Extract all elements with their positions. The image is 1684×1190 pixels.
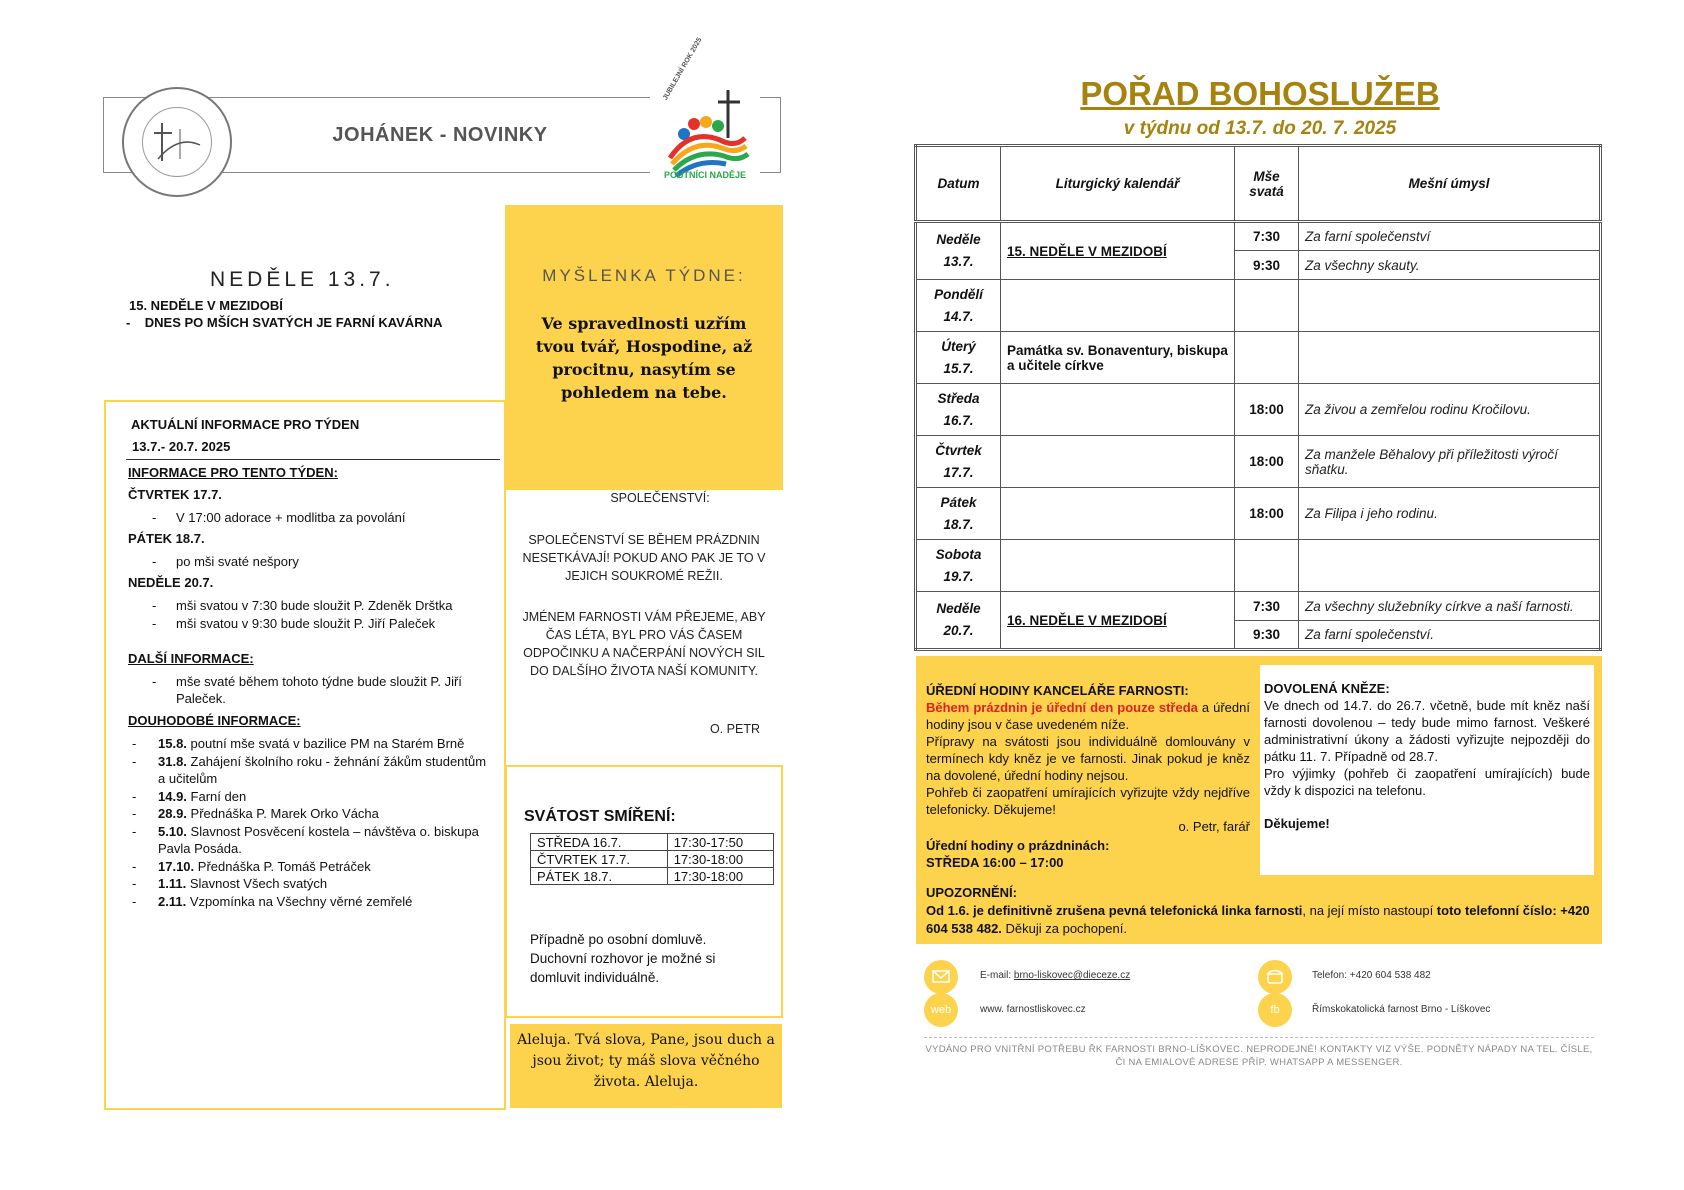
liturgy-text: 15. NEDĚLE V MEZIDOBÍ xyxy=(1007,243,1167,259)
day-name: Úterý xyxy=(941,338,976,354)
mass-time: 18:00 xyxy=(1235,488,1299,540)
community-heading: SPOLEČENSTVÍ: xyxy=(610,491,710,505)
day-name: Neděle xyxy=(936,601,981,616)
list-dash: - xyxy=(132,823,137,839)
mass-intention: Za manžele Běhalovy při příležitosti výročí sňatku. xyxy=(1299,436,1601,488)
mass-time xyxy=(1235,332,1299,384)
list-item xyxy=(132,805,492,823)
event-date: 15.8. xyxy=(158,736,187,751)
event-date: 2.11. xyxy=(158,893,187,909)
sunday-item-2: mši svatou v 9:30 bude sloužit P. Jiří Paleček xyxy=(176,616,436,631)
day-date: 19.7. xyxy=(943,568,974,584)
liturgy-cell xyxy=(1001,280,1235,332)
table-row xyxy=(916,222,1601,251)
list-dash: - xyxy=(152,616,157,631)
event-date: 17.10. xyxy=(158,858,195,874)
date-cell xyxy=(916,540,1001,592)
mass-intention: Za farní společenství xyxy=(1299,222,1601,251)
table-row xyxy=(916,592,1601,621)
list-dash: - xyxy=(132,736,137,751)
notice-heading: UPOZORNĚNÍ: xyxy=(926,885,1017,900)
friday-item: po mši svaté nešpory xyxy=(176,554,299,569)
mass-time xyxy=(1235,280,1299,332)
mass-time: 18:00 xyxy=(1235,436,1299,488)
notice-text-2: Děkuji za pochopení. xyxy=(1001,921,1127,936)
list-dash: - xyxy=(152,674,157,689)
confession-time: 17:30-18:00 xyxy=(667,851,773,868)
date-cell xyxy=(916,384,1001,436)
thursday-label: ČTVRTEK 17.7. xyxy=(128,487,222,502)
list-item xyxy=(132,858,492,876)
sunday-bullet: - DNES PO MŠÍCH SVATÝCH JE FARNÍ KAVÁRNA xyxy=(126,315,443,330)
event-text: Slavnost Všech svatých xyxy=(186,876,328,891)
thursday-item: V 17:00 adorace + modlitba za povolání xyxy=(176,510,406,525)
web-icon: web xyxy=(924,993,958,1027)
summer-hours-heading: Úřední hodiny o prázdninách: xyxy=(926,838,1110,853)
more-info-item: mše svaté během tohoto týdne bude sloužit P. Jiří Paleček. xyxy=(176,674,462,706)
event-date: 31.8. xyxy=(158,753,187,769)
list-item xyxy=(132,823,492,858)
list-dash: - xyxy=(132,893,137,909)
footer-divider xyxy=(924,1037,1594,1038)
office-text-2: Přípravy na svátosti jsou individuálně domlouvány v termínech kdy kněz je ve farnosti. Jinak pokud je kněz na dovolené, úřední hodiny nejsou. xyxy=(926,734,1250,783)
date-cell xyxy=(916,592,1001,650)
office-hours-text xyxy=(926,682,1250,871)
list-dash: - xyxy=(152,598,157,613)
table-row xyxy=(916,280,1601,332)
sunday-item-1: mši svatou v 7:30 bude sloužit P. Zdeněk Drštka xyxy=(176,598,453,613)
office-text-3: Pohřeb či zaopatření umírajících vyřizujte vždy nejdříve telefonicky. Děkujeme! xyxy=(926,785,1250,817)
event-date: 28.9. xyxy=(158,806,187,821)
table-row xyxy=(916,436,1601,488)
day-date: 17.7. xyxy=(943,464,974,480)
mass-time: 9:30 xyxy=(1235,251,1299,280)
mass-intention: Za všechny skauty. xyxy=(1299,251,1601,280)
info-heading: AKTUÁLNÍ INFORMACE PRO TÝDEN xyxy=(131,417,360,432)
list-dash: - xyxy=(152,554,157,569)
table-row xyxy=(531,851,774,868)
notice-text xyxy=(926,884,1594,938)
notice-bold-1: Od 1.6. je definitivně zrušena pevná telefonická linka farnosti xyxy=(926,903,1303,918)
vacation-box xyxy=(1260,665,1594,875)
this-week-heading: INFORMACE PRO TENTO TÝDEN: xyxy=(128,465,338,480)
table-row xyxy=(916,540,1601,592)
confession-heading: SVÁTOST SMÍŘENÍ: xyxy=(524,808,676,825)
footer-text: VYDÁNO PRO VNITŘNÍ POTŘEBU ŘK FARNOSTI BRNO-LÍŠKOVEC. NEPRODEJNÉ! KONTAKTY VIZ VÝŠE. PODNĚTY NÁPADY NA TEL. ČÍSLE, ČI NA EMIALOVÉ ADRESE PŘÍP. WHATSAPP A MESSENGER. xyxy=(925,1044,1593,1068)
day-name: Čtvrtek xyxy=(935,442,982,458)
schedule-title: POŘAD BOHOSLUŽEB xyxy=(1080,75,1440,112)
sunday-title: NEDĚLE 13.7. xyxy=(210,268,395,291)
facebook-icon: fb xyxy=(1258,993,1292,1027)
liturgy-cell xyxy=(1001,540,1235,592)
event-text: Vzpomínka na Všechny věrné zemřelé xyxy=(186,893,413,909)
notice-bold-2: toto telefonní číslo: +420 604 538 482. xyxy=(926,903,1590,936)
list-dash: - xyxy=(132,806,137,821)
thought-heading: MYŠLENKA TÝDNE: xyxy=(542,266,746,285)
liturgy-cell xyxy=(1001,436,1235,488)
event-date: 1.11. xyxy=(158,876,187,891)
list-dash: - xyxy=(132,858,137,874)
date-cell xyxy=(916,488,1001,540)
event-text: poutní mše svatá v bazilice PM na Starém Brně xyxy=(186,736,465,751)
web-link[interactable]: www. farnostliskovec.cz xyxy=(980,1004,1086,1015)
friday-label: PÁTEK 18.7. xyxy=(128,531,205,546)
mass-intention: Za Filipa i jeho rodinu. xyxy=(1299,488,1601,540)
email-icon xyxy=(924,960,958,994)
community-text-2: JMÉNEM FARNOSTI VÁM PŘEJEME, ABY ČAS LÉTA, BYL PRO VÁS ČASEM ODPOČINKU A NAČERPÁNÍ NOVÝCH SIL DO DALŠÍHO ŽIVOTA NAŠÍ KOMUNITY. xyxy=(522,610,766,678)
more-info-heading: DALŠÍ INFORMACE: xyxy=(128,651,254,666)
liturgy-cell xyxy=(1001,332,1235,384)
date-cell xyxy=(916,222,1001,280)
header-intention: Mešní úmysl xyxy=(1299,146,1601,222)
email-contact xyxy=(980,970,1130,981)
event-date: 5.10. xyxy=(158,823,187,839)
mass-intention xyxy=(1299,540,1601,592)
day-name: Pondělí xyxy=(934,286,983,302)
vacation-thanks: Děkujeme! xyxy=(1264,816,1330,831)
alleluia-box: Aleluja. Tvá slova, Pane, jsou duch a jsou život; ty máš slova věčného života. Aleluja. xyxy=(510,1024,782,1108)
mass-intention: Za všechny služebníky církve a naší farnosti. xyxy=(1299,592,1601,621)
notice-text-1: , na její místo nastoupí xyxy=(1302,903,1437,918)
liturgy-cell xyxy=(1001,592,1235,650)
info-divider xyxy=(126,459,500,460)
jubilee-logo xyxy=(650,36,760,188)
header-date: Datum xyxy=(916,146,1001,222)
mass-time: 7:30 xyxy=(1235,592,1299,621)
liturgy-text: 16. NEDĚLE V MEZIDOBÍ xyxy=(1007,612,1167,628)
long-term-heading: DOUHODOBÉ INFORMACE: xyxy=(128,713,301,728)
newsletter-title: JOHÁNEK - NOVINKY xyxy=(332,124,548,146)
list-item xyxy=(132,753,492,788)
day-name: Sobota xyxy=(935,546,982,562)
office-signature: o. Petr, farář xyxy=(1178,819,1250,834)
list-item xyxy=(132,875,492,893)
day-date: 18.7. xyxy=(943,516,974,532)
table-row xyxy=(531,834,774,851)
date-cell xyxy=(916,332,1001,384)
header-mass: Mše svatá xyxy=(1235,146,1299,222)
phone-contact: Telefon: +420 604 538 482 xyxy=(1312,970,1431,981)
list-dash: - xyxy=(132,788,137,804)
list-item xyxy=(132,735,492,753)
schedule-subtitle: v týdnu od 13.7. do 20. 7. 2025 xyxy=(1123,118,1397,139)
vacation-text-1: Ve dnech od 14.7. do 26.7. včetně, bude mít kněz naší farnosti dovolenou – tedy bude mimo farnost. Veškeré administrativní úkony a žádosti vyřizujte nejpozději do pátku 11. 7. Případně od 28.7. xyxy=(1264,698,1590,764)
confession-day: PÁTEK 18.7. xyxy=(531,868,668,885)
mass-schedule-table xyxy=(914,144,1602,651)
long-term-list xyxy=(132,735,492,910)
liturgy-cell xyxy=(1001,384,1235,436)
facebook-link[interactable]: Římskokatolická farnost Brno - Líškovec xyxy=(1312,1004,1491,1015)
office-text-1: a úřední hodiny jsou v čase uvedeném níže. xyxy=(926,700,1250,732)
sunday-label: NEDĚLE 20.7. xyxy=(128,575,214,590)
event-text: Přednáška P. Tomáš Petráček xyxy=(194,858,371,874)
mass-intention xyxy=(1299,280,1601,332)
confession-time: 17:30-17:50 xyxy=(667,834,773,851)
confession-day: ČTVRTEK 17.7. xyxy=(531,851,668,868)
event-text: Slavnost Posvěcení kostela – návštěva o. biskupa Pavla Posáda. xyxy=(158,823,479,856)
mass-intention: Za živou a zemřelou rodinu Kročilovu. xyxy=(1299,384,1601,436)
thought-text: Ve spravedlnosti uzřím tvou tvář, Hospodine, až procitnu, nasytím se pohledem na tebe. xyxy=(535,314,753,402)
day-name: Středa xyxy=(937,390,980,406)
day-date: 20.7. xyxy=(943,623,974,638)
liturgy-cell xyxy=(1001,488,1235,540)
sunday-subtitle: 15. NEDĚLE V MEZIDOBÍ xyxy=(129,298,283,313)
summer-hours-text: STŘEDA 16:00 – 17:00 xyxy=(926,855,1064,870)
vacation-text-2: Pro výjimky (pohřeb či zaopatření umírajících) bude vždy k dispozici na telefonu. xyxy=(1264,766,1590,798)
email-link[interactable]: brno-liskovec@dieceze.cz xyxy=(1013,970,1131,981)
day-date: 13.7. xyxy=(943,254,974,269)
event-text: Farní den xyxy=(186,788,247,804)
info-dates: 13.7.- 20.7. 2025 xyxy=(132,439,231,454)
day-name: Neděle xyxy=(936,232,981,247)
day-date: 14.7. xyxy=(943,308,974,324)
office-red-note: Během prázdnin je úřední den pouze středa xyxy=(926,700,1198,715)
mass-time: 9:30 xyxy=(1235,621,1299,650)
community-text-1: SPOLEČENSTVÍ SE BĚHEM PRÁZDNIN NESETKÁVAJÍ! POKUD ANO PAK JE TO V JEJICH SOUKROMÉ REŽII. xyxy=(522,533,766,583)
confession-time: 17:30-18:00 xyxy=(667,868,773,885)
mass-intention: Za farní společenství. xyxy=(1299,621,1601,650)
phone-icon xyxy=(1258,960,1292,994)
header-liturgy: Liturgický kalendář xyxy=(1001,146,1235,222)
table-row xyxy=(916,488,1601,540)
confession-table xyxy=(530,833,774,885)
list-dash: - xyxy=(132,753,137,769)
day-date: 16.7. xyxy=(943,412,974,428)
community-signature: O. PETR xyxy=(710,722,761,736)
table-row xyxy=(916,332,1601,384)
liturgy-cell xyxy=(1001,222,1235,280)
table-row xyxy=(531,868,774,885)
list-item xyxy=(132,893,492,911)
vacation-heading: DOVOLENÁ KNĚZE: xyxy=(1264,681,1390,696)
seal-cross-icon xyxy=(150,115,204,169)
event-text: Zahájení školního roku - žehnání žákům studentům a učitelům xyxy=(158,753,487,786)
date-cell xyxy=(916,280,1001,332)
mass-intention xyxy=(1299,332,1601,384)
event-text: Přednáška P. Marek Orko Vácha xyxy=(186,806,379,821)
mass-time: 18:00 xyxy=(1235,384,1299,436)
table-header-row xyxy=(916,146,1601,222)
jubilee-text: JUBILEJNÍ ROK 2025 xyxy=(662,36,704,102)
jubilee-motto: POUTNÍCI NADĚJE xyxy=(663,170,746,180)
list-dash: - xyxy=(152,510,157,525)
office-heading: ÚŘEDNÍ HODINY KANCELÁŘE FARNOSTI: xyxy=(926,683,1189,698)
email-label: E-mail: xyxy=(980,970,1014,981)
mass-time: 7:30 xyxy=(1235,222,1299,251)
confession-note: Případně po osobní domluvě. Duchovní rozhovor je možné si domluvit individuálně. xyxy=(530,932,716,985)
liturgy-text: Památka sv. Bonaventury, biskupa a učitele církve xyxy=(1007,342,1228,373)
confession-day: STŘEDA 16.7. xyxy=(531,834,668,851)
mass-time xyxy=(1235,540,1299,592)
list-dash: - xyxy=(132,876,137,891)
date-cell xyxy=(916,436,1001,488)
day-name: Pátek xyxy=(940,494,977,510)
table-row xyxy=(916,384,1601,436)
day-date: 15.7. xyxy=(943,360,974,376)
list-item xyxy=(132,788,492,806)
event-date: 14.9. xyxy=(158,788,187,804)
